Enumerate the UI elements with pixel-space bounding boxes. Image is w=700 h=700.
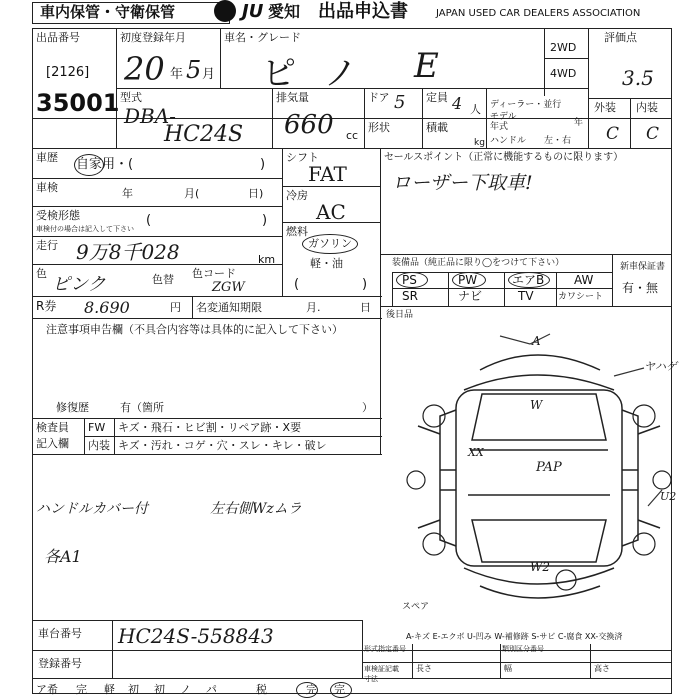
handle-value: 左・右 [544,136,572,146]
length-label: 長さ [416,664,432,673]
equip-aw: AW [574,273,594,287]
doors-label: ドア [368,91,390,104]
lot-bracket: [2126] [46,65,90,80]
equip-tv: TV [518,289,534,303]
model-year-unit: 年 [574,118,584,128]
doc-item: ノ [180,683,191,696]
exterior-label: 外装 [594,101,616,114]
rating-label: 評価点 [604,31,637,44]
history-value: 自家用・( [76,157,134,172]
interior-label: 内装 [636,101,658,114]
mark-yabure: ヤハゲ [644,360,677,373]
width-label: 幅 [504,664,512,673]
doc-item: 税 [256,683,267,696]
chassis-number: HC24S-558843 [118,624,274,648]
recycle-unit: 円 [170,301,181,314]
equip-pw-circle [452,272,486,288]
repair-value: 有（箇所 [120,401,164,414]
cert-label: 車検証記載 [364,665,399,673]
shift-value: FAT [308,162,347,186]
vehicle-label: 車名・グレード [224,31,301,44]
mileage-label: 走行 [36,239,58,252]
engine-value: 660 [284,110,334,140]
mileage-value: 9万8千028 [76,240,180,264]
cooler-value: AC [316,200,346,224]
cooler-label: 冷房 [286,189,308,202]
registration-month: 5 [186,56,202,84]
model-year-label: モデル [490,112,517,122]
ju-logo: JU [242,1,264,22]
equipment-label: 装備品（純正品に限り◯をつけて下さい） [392,258,565,268]
recycle-label: R券 [36,299,57,313]
interior-check-label: 内装 [88,439,110,452]
model-label: 型式 [120,91,142,104]
registration-year-unit: 年 [170,67,184,82]
fuel-label: 燃料 [286,225,308,238]
recycle-value: 8.690 [84,298,130,317]
equip-navi: ナビ [458,289,483,303]
mark-w2-rear: W2 [530,560,550,574]
warranty-value: 有・無 [622,281,659,295]
mark-pa-side: PAP [536,460,562,475]
doc-item: 初 [154,683,165,696]
interior-check-text: キズ・汚れ・コゲ・穴・スレ・キレ・破レ [118,439,327,452]
vehicle-grade: E [414,46,439,86]
equip-seat: カワシート [558,292,604,302]
drive-2wd: 2WD [550,41,577,54]
fuel-gas: ガソリン [308,237,352,250]
history-label: 車歴 [36,151,58,164]
doors-value: 5 [394,92,406,113]
selling-points-text: ローザー下取車! [392,172,533,194]
doc-item: 完 [306,683,317,696]
handle-label: ハンドル [490,136,527,146]
model-prefix: DBA- [124,104,176,128]
selling-points-label: セールスポイント（正常に機能するものに限ります） [384,152,624,163]
mark-xx: XX [468,446,484,459]
doc-item: 完 [76,683,87,696]
drive-4wd: 4WD [550,67,577,80]
shift-label: シフト [286,151,319,164]
model-code: HC24S [164,122,244,147]
color-code-label: 色コード [192,267,236,280]
spare-label: スペア [402,602,430,612]
capacity-value: 4 [452,94,463,113]
exterior-grade: C [606,124,620,144]
load-unit: kg [474,138,485,148]
association-name: JAPAN USED CAR DEALERS ASSOCIATION [436,8,641,19]
tax-notice-month: 月. [306,301,321,314]
repair-close: ） [362,401,373,414]
equip-airbag: エアB [512,273,545,287]
class-number-label: 類別区分番号 [502,645,544,653]
fuel-paren: ( [294,277,300,292]
engine-label: 排気量 [276,91,309,104]
lot-label: 出品番号 [36,31,80,44]
history-close: ) [260,157,266,172]
doc-circle [296,682,318,698]
engine-unit: cc [346,129,359,142]
shape-label: 形状 [368,121,390,134]
mark-w-front: W [530,398,543,412]
fw-label: FW [88,421,106,434]
doc-item: 軽 [104,683,115,696]
mileage-unit: km [258,253,276,266]
repair-label: 修復歴 [56,401,89,414]
rating-score: 3.5 [622,66,654,90]
registration-month-unit: 月 [202,67,216,82]
tax-notice-day: 日 [360,301,371,314]
inspector-label-2: 記入欄 [36,437,69,450]
equip-ps: PS [402,273,417,287]
inspection-label: 車検 [36,181,58,194]
inspector-note-2: 左右側Wzムラ [210,501,302,517]
vehicle-name: ピノ [262,54,386,94]
mark-a-top: A [532,334,541,348]
equip-pw: PW [458,273,478,287]
fw-text: キズ・飛石・ヒビ割・リペア跡・X要 [118,421,302,434]
color-change-label: 色替 [152,273,174,286]
registration-label: 初度登録年月 [120,31,186,44]
warranty-label: 新車保証書 [620,262,666,272]
equip-sr: SR [402,289,418,303]
inspection-year: 年 [122,187,133,200]
notes-label: 注意事項申告欄（不具合内容等は具体的に記入して下さい） [46,323,343,336]
type-number-label: 形式指定番号 [364,645,406,653]
plate-label: 登録番号 [38,657,82,670]
doc-item: ア希 [36,683,58,696]
damage-legend: A-キズ E-エクボ U-凹み W-補修跡 S-サビ C-腐食 XX-交換済 [406,632,623,641]
ju-logo-text: 愛知 [268,2,301,21]
color-value: ピンク [52,274,106,295]
fuel-light: 軽・油 [310,257,343,270]
color-label: 色 [36,267,47,280]
doc-circle [330,682,352,698]
height-label: 高さ [594,664,610,673]
equip-airbag-circle [508,272,550,288]
later-label: 後日品 [386,310,414,320]
storage-label: 車内保管・守衛保管 [40,3,176,21]
car-damage-diagram [400,330,672,626]
load-label: 積載 [426,121,448,134]
doc-item: パ [206,683,217,696]
doc-item: 完 [334,683,345,696]
inspector-label: 検査員 [36,421,69,434]
dealer-label: ディーラー・並行 [490,100,562,110]
tax-notice-label: 名変通知期限 [196,301,262,314]
lot-number: 35001 [36,89,120,117]
inspector-note-1: ハンドルカバー付 [36,501,148,517]
interior-grade: C [646,124,660,144]
fuel-close: ) [362,277,368,292]
doc-item: 初 [128,683,139,696]
capacity-unit: 人 [470,103,481,116]
equip-ps-circle [396,272,428,288]
receipt-paren: ( [146,213,152,228]
form-title: 出品申込書 [318,1,408,22]
black-dot-icon [214,0,236,22]
receipt-label: 受検形態 [36,209,80,222]
inspection-day: 日) [248,187,264,200]
receipt-close: ) [262,213,268,228]
mark-u-right: U2 [660,490,677,503]
capacity-label: 定員 [426,91,448,104]
color-code-value: ZGW [212,280,245,295]
registration-year: 20 [124,50,165,88]
chassis-label: 車台番号 [38,627,82,640]
dimension-label: 寸法 [364,675,378,683]
inspection-month: 月( [184,187,200,200]
receipt-sub: 車検付の場合は記入して下さい [36,225,134,233]
model-year-sub: 年式 [490,122,509,132]
inspector-note-3: 各A1 [44,547,82,566]
